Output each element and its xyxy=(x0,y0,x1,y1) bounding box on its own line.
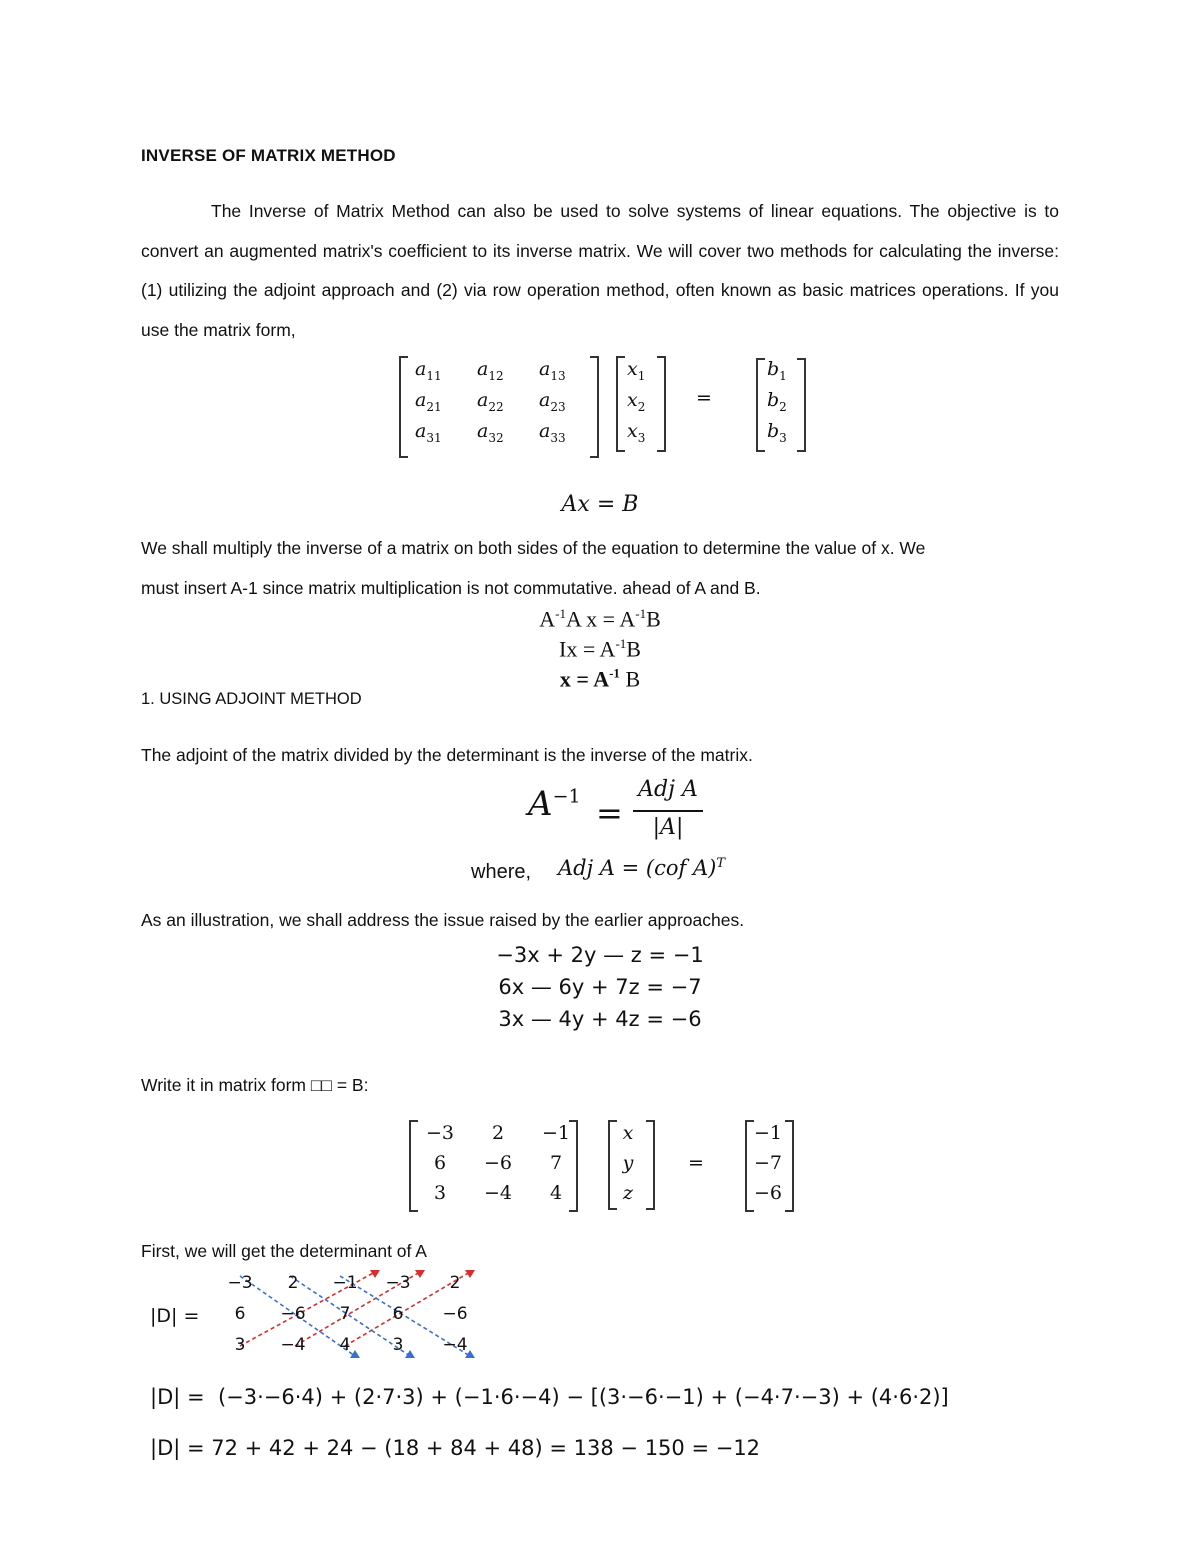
det-grid-entry: 3 xyxy=(234,1335,246,1355)
vector-x-entry: $x_1$ xyxy=(627,358,646,383)
det-grid-entry: 3 xyxy=(392,1335,404,1355)
vector-b-entry: $b_3$ xyxy=(767,420,787,445)
det-grid-entry: −4 xyxy=(442,1335,468,1355)
vector-x-left-bracket xyxy=(616,356,625,452)
matrix-a-entry: $a_{23}$ xyxy=(539,389,566,414)
system-equation-2: 6x — 6y + 7z = −7 xyxy=(498,975,702,999)
example-x-entry: z xyxy=(622,1182,633,1204)
det-grid-entry: −6 xyxy=(280,1304,306,1324)
example-x-entry: x xyxy=(622,1122,634,1144)
vector-b-right-bracket xyxy=(797,358,806,452)
det-label: |D| = xyxy=(150,1305,200,1327)
page-title: INVERSE OF MATRIX METHOD xyxy=(141,146,396,165)
det-grid-entry: −3 xyxy=(385,1273,411,1293)
ax-equals-b: Ax = B xyxy=(561,492,639,517)
example-x-entry: y xyxy=(622,1152,634,1174)
det-grid-entry: 4 xyxy=(339,1335,351,1355)
vector-b-left-bracket xyxy=(756,358,765,452)
derivation-line-2: $Ix = A^{-1}B$ xyxy=(559,636,641,662)
multiply-text-line1: We shall multiply the inverse of a matrix on both sides of the equation to determine the value of x. We xyxy=(141,538,926,558)
system-equation-1: −3x + 2y — z = −1 xyxy=(496,943,704,967)
matrix-a-entry: $a_{32}$ xyxy=(477,420,504,445)
example-a-entry: −1 xyxy=(541,1122,570,1144)
example-b-entry: −6 xyxy=(753,1182,782,1204)
adjoint-description: The adjoint of the matrix divided by the determinant is the inverse of the matrix. xyxy=(141,745,753,765)
matrix-a-entry: $a_{31}$ xyxy=(415,420,442,445)
equals-sign: = xyxy=(696,387,712,409)
example-a-entry: 3 xyxy=(433,1182,447,1204)
matrix-a-entry: $a_{33}$ xyxy=(539,420,566,445)
det-grid-entry: 2 xyxy=(287,1273,299,1293)
derivation-line-3: $x = A^{-1}$ B xyxy=(559,666,641,692)
derivation-line-1: $A^{-1}A$ $x = A^{-1}B$ xyxy=(539,606,661,632)
inverse-equals: = xyxy=(596,794,623,832)
matrix-a-entry: $a_{22}$ xyxy=(477,389,504,414)
adj-formula: Adj A = (cof A)$^T$ xyxy=(558,856,725,880)
vector-x-right-bracket xyxy=(657,356,666,452)
matrix-a-right-bracket xyxy=(590,356,599,458)
example-a-left-bracket xyxy=(409,1120,418,1212)
det-grid-entry: −1 xyxy=(332,1273,358,1293)
vector-x-entry: $x_3$ xyxy=(627,420,646,445)
matrix-a-entry: $a_{12}$ xyxy=(477,358,504,383)
det-expansion: |D| = (−3·−6·4) + (2·7·3) + (−1·6·−4) − [(3·−6·−1) + (−4·7·−3) + (4·6·2)] xyxy=(150,1385,949,1409)
vector-x-entry: $x_2$ xyxy=(627,389,646,414)
fraction-bar xyxy=(633,810,703,812)
example-b-entry: −7 xyxy=(753,1152,782,1174)
inverse-numerator: Adj A xyxy=(638,777,698,802)
inverse-denominator: |A| xyxy=(652,815,684,840)
example-a-entry: −3 xyxy=(425,1122,454,1144)
matrix-a-entry: $a_{21}$ xyxy=(415,389,442,414)
det-grid-entry: 6 xyxy=(392,1304,404,1324)
example-a-entry: 7 xyxy=(549,1152,563,1174)
determinant-text: First, we will get the determinant of A xyxy=(141,1241,427,1261)
example-equals-sign: = xyxy=(688,1152,704,1174)
det-grid-entry: −6 xyxy=(442,1304,468,1324)
example-a-entry: 6 xyxy=(433,1152,447,1174)
example-a-entry: −6 xyxy=(483,1152,512,1174)
system-equation-3: 3x — 4y + 4z = −6 xyxy=(498,1007,702,1031)
det-grid-entry: −3 xyxy=(227,1273,253,1293)
intro-paragraph: The Inverse of Matrix Method can also be used to solve systems of linear equations. The objective is to convert an augmented matrix's coefficient to its inverse matrix. We will cover two methods for calculating the inverse: (1) utilizing the adjoint approach and (2) via row operation method, often known as basic matrices operations. If you use the matrix form, xyxy=(141,201,1059,340)
example-b-entry: −1 xyxy=(753,1122,782,1144)
det-grid-entry: −4 xyxy=(280,1335,306,1355)
inverse-lhs: $A^{-1}$ xyxy=(528,784,581,824)
vector-b-entry: $b_1$ xyxy=(767,358,787,383)
det-grid-entry: 2 xyxy=(449,1273,461,1293)
matrix-a-left-bracket xyxy=(399,356,408,458)
det-result: |D| = 72 + 42 + 24 − (18 + 84 + 48) = 138 − 150 = −12 xyxy=(150,1436,761,1460)
vector-b-entry: $b_2$ xyxy=(767,389,787,414)
multiply-text-line2: must insert A-1 since matrix multiplication is not commutative. ahead of A and B. xyxy=(141,578,761,598)
example-a-entry: 4 xyxy=(549,1182,563,1204)
illustration-text: As an illustration, we shall address the issue raised by the earlier approaches. xyxy=(141,910,745,930)
matrix-a-entry: $a_{13}$ xyxy=(539,358,566,383)
example-a-entry: 2 xyxy=(491,1122,505,1144)
det-grid-entry: 7 xyxy=(339,1304,351,1324)
example-a-entry: −4 xyxy=(483,1182,512,1204)
matrix-form-text: Write it in matrix form □□ = B: xyxy=(141,1075,369,1095)
matrix-a-entry: $a_{11}$ xyxy=(415,358,442,383)
det-grid-entry: 6 xyxy=(234,1304,246,1324)
where-label: where, xyxy=(471,861,532,883)
section-1-title: 1. USING ADJOINT METHOD xyxy=(141,690,362,708)
